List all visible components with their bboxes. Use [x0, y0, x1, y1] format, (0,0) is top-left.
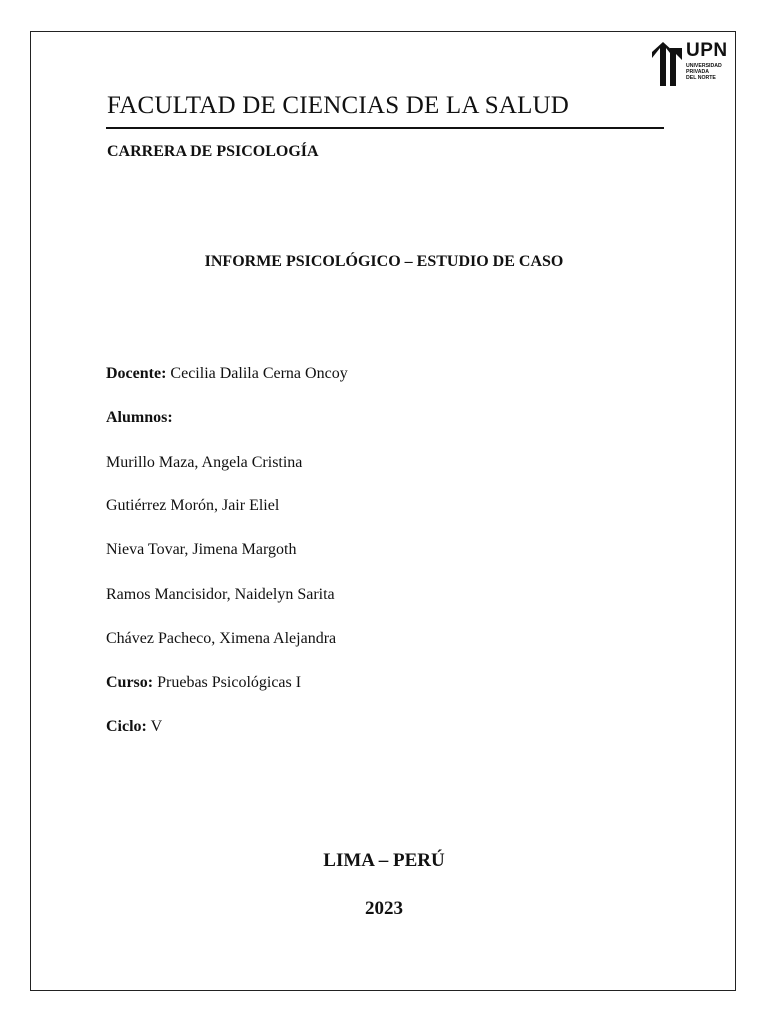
logo-name: UPN: [686, 40, 728, 61]
year: 2023: [365, 898, 403, 919]
teacher-value: Cecilia Dalila Cerna Oncoy: [170, 365, 348, 382]
teacher-line: [106, 365, 348, 383]
student-item: Nieva Tovar, Jimena Margoth: [106, 541, 297, 558]
faculty-title: FACULTAD DE CIENCIAS DE LA SALUD: [107, 92, 570, 119]
student-item: Murillo Maza, Angela Cristina: [106, 454, 303, 471]
student-item: Ramos Mancisidor, Naidelyn Sarita: [106, 586, 335, 603]
student-item: Chávez Pacheco, Ximena Alejandra: [106, 630, 337, 647]
cycle-label: Ciclo:: [106, 718, 147, 735]
course-label: Curso:: [106, 674, 154, 691]
teacher-label: Docente:: [106, 365, 167, 382]
course-value: Pruebas Psicológicas I: [157, 674, 302, 691]
students-label: Alumnos:: [106, 409, 173, 426]
report-title: INFORME PSICOLÓGICO – ESTUDIO DE CASO: [204, 253, 564, 270]
cycle-line: [106, 718, 162, 736]
student-item: Gutiérrez Morón, Jair Eliel: [106, 497, 280, 514]
place: LIMA – PERÚ: [323, 850, 445, 871]
course-line: [106, 674, 301, 692]
logo-subtitle: UNIVERSIDAD PRIVADA DEL NORTE: [686, 63, 722, 81]
cycle-value: V: [150, 718, 163, 735]
career-title: CARRERA DE PSICOLOGÍA: [107, 143, 319, 160]
title-rule: [106, 127, 664, 129]
